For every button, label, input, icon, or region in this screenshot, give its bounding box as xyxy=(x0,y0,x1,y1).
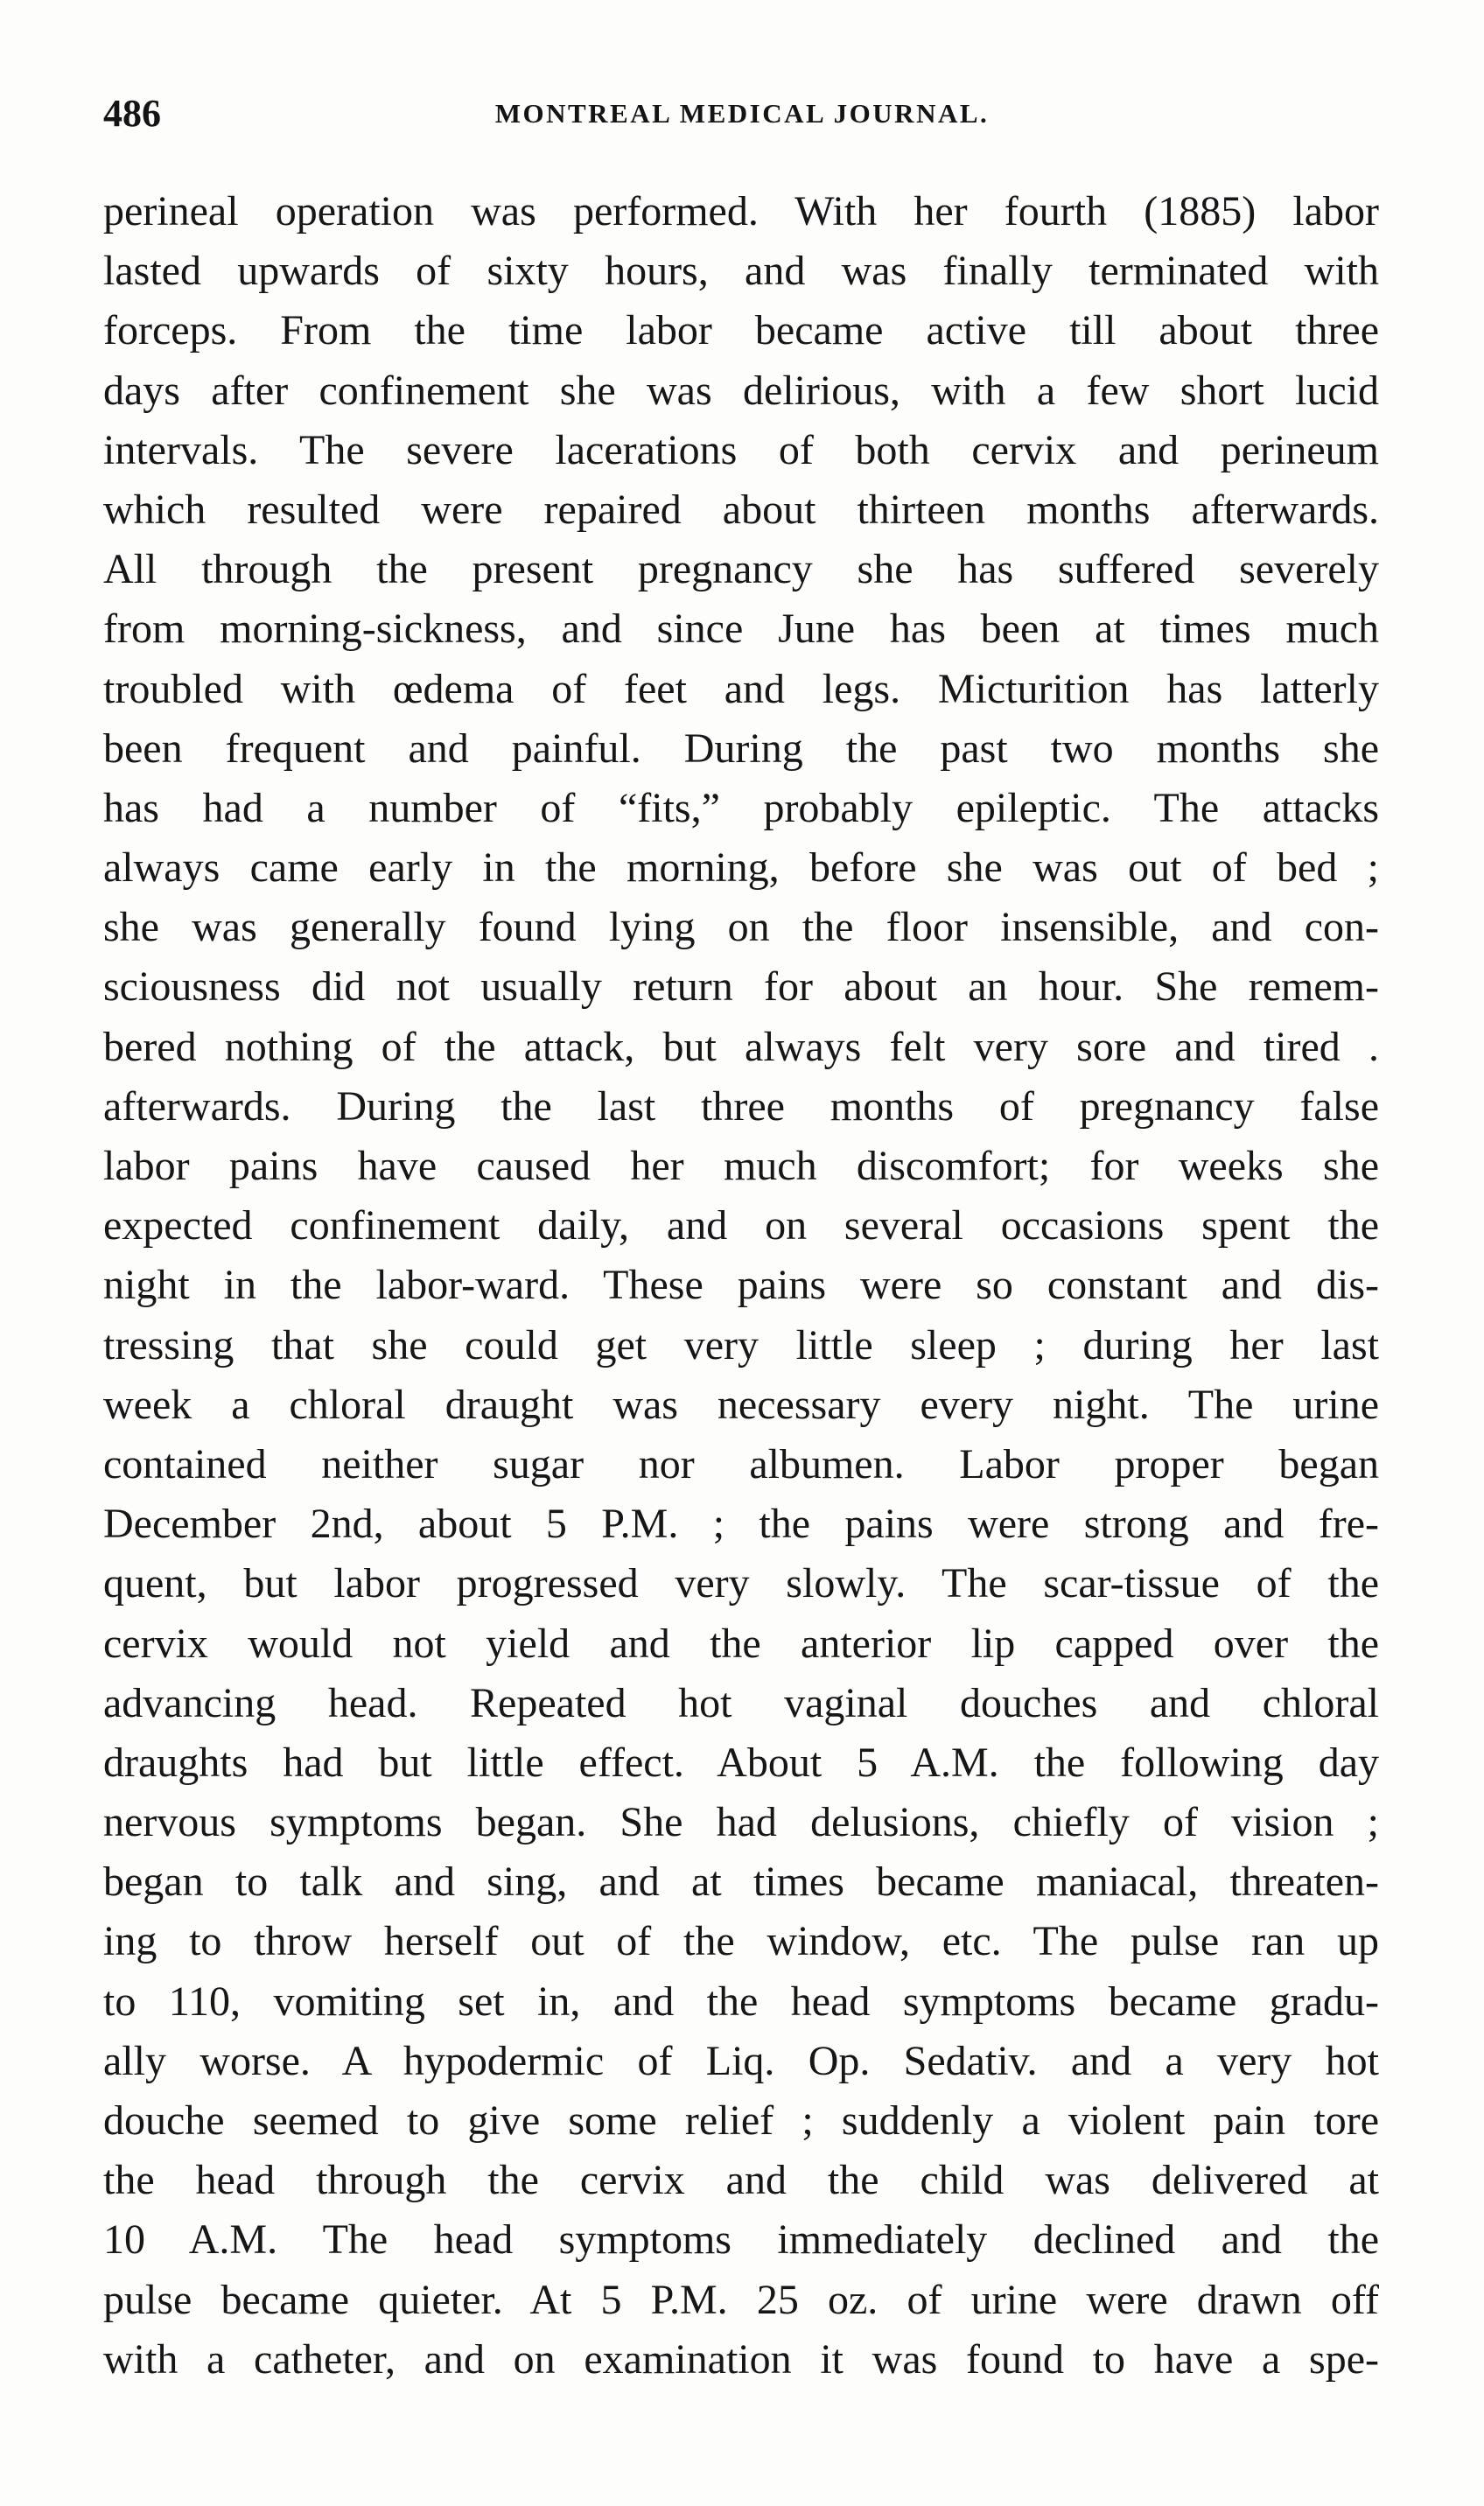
text-line: 10 A.M. The head symptoms immediately declined and the xyxy=(103,2216,1379,2264)
text-line: tressing that she could get very little sleep ; during her last xyxy=(103,1321,1379,1368)
text-line: douche seemed to give some relief ; suddenly a violent pain tore xyxy=(103,2097,1379,2144)
text-line: December 2nd, about 5 P.M. ; the pains were strong and fre- xyxy=(103,1501,1379,1548)
text-line: ally worse. A hypodermic of Liq. Op. Sedativ. and a very hot xyxy=(103,2037,1379,2084)
text-line: days after confinement she was delirious, with a few short lucid xyxy=(103,367,1379,414)
text-line: week a chloral draught was necessary every night. The urine xyxy=(103,1381,1379,1428)
text-line: always came early in the morning, before she was out of bed ; xyxy=(103,844,1379,892)
text-line: expected confinement daily, and on several occasions spent the xyxy=(103,1202,1379,1250)
text-line: began to talk and sing, and at times became maniacal, threaten- xyxy=(103,1858,1379,1906)
text-line: bered nothing of the attack, but always felt very sore and tired . xyxy=(103,1023,1379,1070)
text-line: sciousness did not usually return for about an hour. She remem- xyxy=(103,963,1379,1011)
text-line: night in the labor-ward. These pains were so constant and dis- xyxy=(103,1262,1379,1309)
text-line: All through the present pregnancy she has suffered severely xyxy=(103,546,1379,593)
text-line: labor pains have caused her much discomfort; for weeks she xyxy=(103,1143,1379,1189)
text-line: has had a number of “fits,” probably epileptic. The attacks xyxy=(103,784,1379,831)
text-line: been frequent and painful. During the past two months she xyxy=(103,724,1379,772)
text-line: ing to throw herself out of the window, etc. The pulse ran up xyxy=(103,1918,1379,1965)
text-line: draughts had but little effect. About 5 A.M. the following day xyxy=(103,1739,1379,1786)
page-header xyxy=(103,88,1381,140)
text-line: with a catheter, and on examination it was found to have a spe- xyxy=(103,2335,1379,2383)
page-number: 486 xyxy=(103,92,161,135)
text-line: contained neither sugar nor albumen. Labor proper began xyxy=(103,1440,1379,1488)
text-line: to 110, vomiting set in, and the head symptoms became gradu- xyxy=(103,1978,1379,2025)
text-line: perineal operation was performed. With her fourth (1885) labor xyxy=(103,188,1379,234)
text-line: afterwards. During the last three months of pregnancy false xyxy=(103,1082,1379,1130)
text-line: she was generally found lying on the floor insensible, and con- xyxy=(103,904,1379,951)
text-line: cervix would not yield and the anterior lip capped over the xyxy=(103,1620,1379,1667)
text-line: pulse became quieter. At 5 P.M. 25 oz. of urine were drawn off xyxy=(103,2276,1379,2323)
text-line: nervous symptoms began. She had delusions, chiefly of vision ; xyxy=(103,1799,1379,1846)
text-line: quent, but labor progressed very slowly. The scar-tissue of the xyxy=(103,1560,1379,1607)
text-line: which resulted were repaired about thirteen months afterwards. xyxy=(103,486,1379,533)
text-line: lasted upwards of sixty hours, and was finally terminated with xyxy=(103,248,1379,295)
running-head: MONTREAL MEDICAL JOURNAL. xyxy=(494,98,990,129)
text-line: from morning-sickness, and since June has been at times much xyxy=(103,606,1379,653)
text-line: the head through the cervix and the child was delivered at xyxy=(103,2157,1379,2204)
text-line: troubled with œdema of feet and legs. Micturition has latterly xyxy=(103,665,1379,712)
text-line: advancing head. Repeated hot vaginal douches and chloral xyxy=(103,1679,1379,1726)
text-line: intervals. The severe lacerations of both cervix and perineum xyxy=(103,426,1379,473)
text-line: forceps. From the time labor became active till about three xyxy=(103,307,1379,354)
body-text xyxy=(103,182,1379,2390)
